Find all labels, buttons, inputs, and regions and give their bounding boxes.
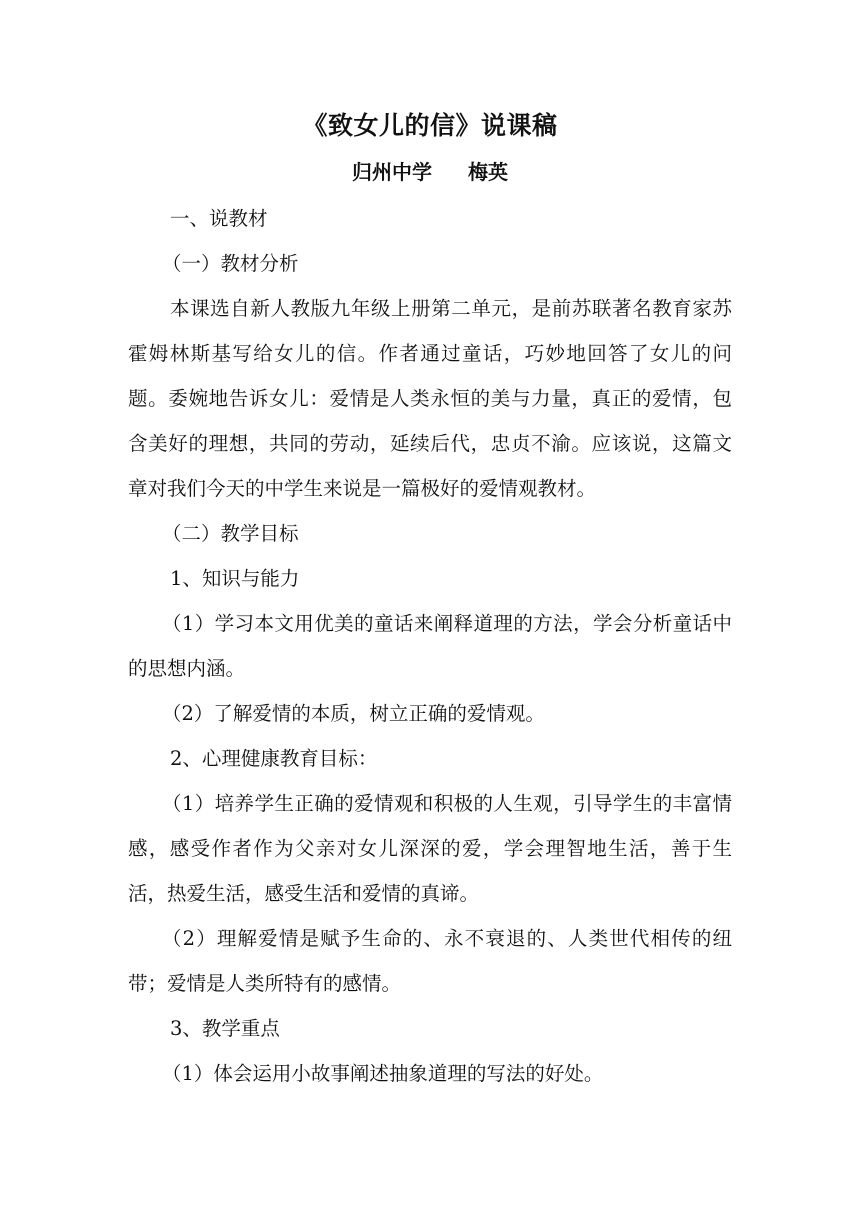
author-line: [130, 154, 730, 190]
subsection-heading-teaching-goals: （二）教学目标: [162, 522, 299, 545]
goal-item-key-points-1: （1）体会运用小故事阐述抽象道理的写法的好处。: [162, 1062, 604, 1085]
goal-heading-mental-health: 2、心理健康教育目标：: [170, 747, 378, 770]
author-school: 归州中学: [352, 160, 432, 184]
goal-item-mental-health-1: （1）培养学生正确的爱情观和积极的人生观，引导学生的丰富情感，感受作者作为父亲对女儿深深的爱，学会理智地生活，善于生活，热爱生活，感受生活和爱情的真谛。: [128, 792, 732, 905]
document-title: 《致女儿的信》说课稿: [302, 111, 558, 140]
paragraph-material-analysis: 本课选自新人教版九年级上册第二单元，是前苏联著名教育家苏霍姆林斯基写给女儿的信。作者通过童话，巧妙地回答了女儿的问题。委婉地告诉女儿：爱情是人类永恒的美与力量，真正的爱情，包含美好的理想，共同的劳动，延续后代，忠贞不渝。应该说，这篇文章对我们今天的中学生来说是一篇极好的爱情观教材。: [128, 297, 732, 500]
goal-heading-knowledge: 1、知识与能力: [170, 567, 300, 590]
subsection-heading-material-analysis: （一）教材分析: [162, 252, 299, 275]
author-name: 梅英: [468, 160, 508, 184]
goal-item-knowledge-2: （2）了解爱情的本质，树立正确的爱情观。: [162, 702, 545, 725]
goal-heading-key-points: 3、教学重点: [170, 1017, 280, 1040]
section-heading-teaching-material: 一、说教材: [170, 207, 268, 230]
document-body: [128, 196, 732, 1096]
goal-item-knowledge-1: （1）学习本文用优美的童话来阐释道理的方法，学会分析童话中的思想内涵。: [128, 612, 732, 680]
goal-item-mental-health-2: （2）理解爱情是赋予生命的、永不衰退的、人类世代相传的纽带；爱情是人类所特有的感情。: [128, 927, 732, 995]
